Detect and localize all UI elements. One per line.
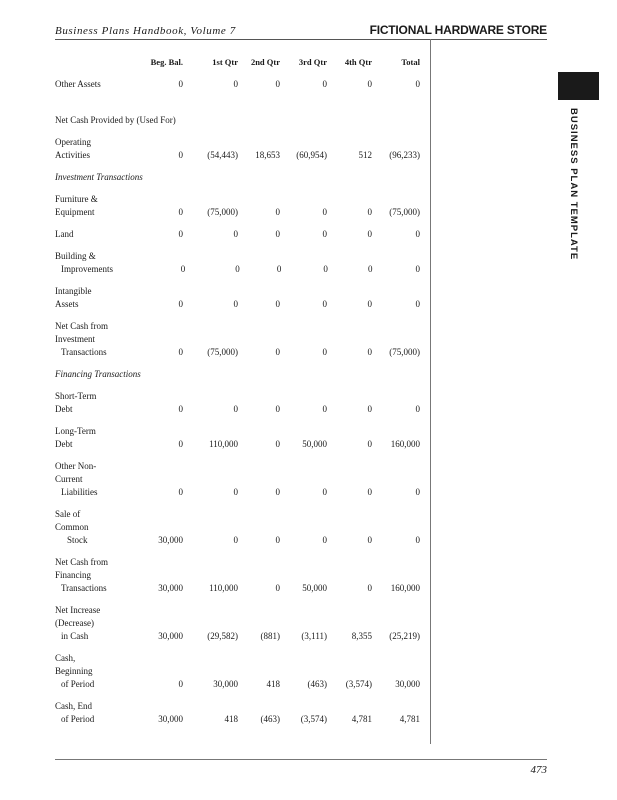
cell: 0 <box>367 535 372 545</box>
cell: 0 <box>322 207 327 217</box>
cell: 0 <box>233 487 238 497</box>
table-row <box>55 700 420 726</box>
cell: 50,000 <box>302 439 327 449</box>
cell: 4,781 <box>399 714 420 724</box>
row-label: Financing Transactions <box>55 369 141 379</box>
cell: 0 <box>367 347 372 357</box>
row-label-line: Cash, End <box>55 701 92 711</box>
row-label-line: Net Increase (Decrease) <box>55 605 101 628</box>
cell: (3,574) <box>345 679 372 689</box>
cell: 0 <box>367 299 372 309</box>
table-row <box>55 285 420 311</box>
cell: (463) <box>260 714 280 724</box>
table-row <box>55 78 420 91</box>
cell: 0 <box>367 79 372 89</box>
cell: 0 <box>235 264 240 274</box>
table-row <box>55 136 420 162</box>
cell: 0 <box>367 264 373 274</box>
header-rule <box>55 39 547 40</box>
cell: 0 <box>367 583 372 593</box>
cell: 18,653 <box>255 150 280 160</box>
row-label: Operating Activities <box>55 137 91 160</box>
col-header: 1st Qtr <box>212 57 238 67</box>
cell: 0 <box>178 487 183 497</box>
cell: 0 <box>178 207 183 217</box>
row-label <box>55 652 110 691</box>
cell: 4,781 <box>351 714 372 724</box>
row-label <box>55 460 110 499</box>
row-label-line: Cash, Beginning <box>55 653 93 676</box>
cell: 0 <box>367 439 372 449</box>
table-row <box>55 556 420 595</box>
cell: 0 <box>178 299 183 309</box>
row-label-line: of Period <box>61 679 95 689</box>
cell: (29,582) <box>207 631 238 641</box>
cell: (3,574) <box>300 714 327 724</box>
cell: 0 <box>323 264 328 274</box>
cell: 50,000 <box>302 583 327 593</box>
row-label-line: Stock <box>67 535 88 545</box>
cell: (463) <box>307 679 327 689</box>
cell: 418 <box>266 679 280 689</box>
row-label: Other Assets <box>55 79 101 89</box>
table-row <box>55 508 420 547</box>
column-divider <box>430 39 431 744</box>
cell: 30,000 <box>395 679 420 689</box>
cell: 0 <box>367 404 372 414</box>
cell: 512 <box>358 150 372 160</box>
row-label-line: Net Cash from Financing <box>55 557 108 580</box>
cell: 0 <box>178 150 183 160</box>
cell: 0 <box>178 404 183 414</box>
row-label: Short-Term Debt <box>55 391 97 414</box>
cell: 0 <box>275 79 280 89</box>
row-label-line: Net Cash from Investment <box>55 321 108 344</box>
row-label-line: Transactions <box>61 347 107 357</box>
cell: 0 <box>180 264 186 274</box>
cell: 0 <box>275 583 280 593</box>
cell: 30,000 <box>158 631 183 641</box>
row-label-line: Other Non-Current <box>55 461 97 484</box>
cell: (60,954) <box>296 150 327 160</box>
cell: 110,000 <box>209 439 238 449</box>
cell: 110,000 <box>209 583 238 593</box>
table-row <box>55 228 420 241</box>
cell: (75,000) <box>207 347 238 357</box>
row-label-line: Transactions <box>61 583 107 593</box>
cell: 0 <box>275 404 280 414</box>
col-header: Beg. Bal. <box>150 57 183 67</box>
row-label-line: of Period <box>61 714 95 724</box>
cell: 0 <box>367 229 372 239</box>
cell: (54,443) <box>207 150 238 160</box>
cell: 0 <box>178 347 183 357</box>
cell: 0 <box>275 439 280 449</box>
cell: 0 <box>275 207 280 217</box>
cell: 0 <box>322 347 327 357</box>
row-label-line: Sale of Common <box>55 509 89 532</box>
cell: 0 <box>233 535 238 545</box>
cell: 0 <box>415 535 420 545</box>
side-tab-label: BUSINESS PLAN TEMPLATE <box>568 108 579 261</box>
row-label <box>55 508 110 547</box>
cell: 0 <box>367 207 372 217</box>
cell: 0 <box>275 229 280 239</box>
footer-rule <box>55 759 547 760</box>
cell: 0 <box>415 487 420 497</box>
section-tab-marker <box>558 72 599 100</box>
cell: 0 <box>322 299 327 309</box>
cell: (881) <box>260 631 280 641</box>
cell: (75,000) <box>207 207 238 217</box>
cell: 0 <box>233 299 238 309</box>
row-label <box>55 700 110 726</box>
row-label: Investment Transactions <box>55 172 143 182</box>
table-row <box>55 652 420 691</box>
cell: 0 <box>178 439 183 449</box>
cell: 0 <box>415 229 420 239</box>
row-label: Net Cash Provided by (Used For) <box>55 115 176 125</box>
cell: (3,111) <box>301 631 327 641</box>
cell: 0 <box>415 299 420 309</box>
table-row <box>55 320 420 359</box>
row-label-line: Improvements <box>61 264 113 274</box>
row-label: Intangible Assets <box>55 286 92 309</box>
section-heading <box>55 368 420 381</box>
table-row <box>55 250 420 276</box>
cell: 0 <box>322 487 327 497</box>
col-header: Total <box>401 57 420 67</box>
section-heading <box>55 114 420 127</box>
cell: 30,000 <box>158 714 183 724</box>
row-label: Land <box>55 229 74 239</box>
cell: 0 <box>322 229 327 239</box>
row-label-line: Liabilities <box>61 487 98 497</box>
cell: 30,000 <box>158 535 183 545</box>
cell: 0 <box>275 347 280 357</box>
cell: 160,000 <box>390 583 420 593</box>
row-label: Furniture & Equipment <box>55 194 98 217</box>
cell: 0 <box>275 535 280 545</box>
cell: 8,355 <box>351 631 372 641</box>
row-label-line: in Cash <box>61 631 89 641</box>
col-header: 3rd Qtr <box>298 57 327 67</box>
book-title: Business Plans Handbook, Volume 7 <box>55 25 236 37</box>
row-label <box>55 320 110 359</box>
section-heading <box>55 171 420 184</box>
cell: 0 <box>322 535 327 545</box>
cell: (96,233) <box>389 150 420 160</box>
cell: 0 <box>233 79 238 89</box>
cell: (75,000) <box>389 207 420 217</box>
cell: 0 <box>178 229 183 239</box>
cell: 0 <box>233 404 238 414</box>
cell: 0 <box>276 264 282 274</box>
company-title: FICTIONAL HARDWARE STORE <box>369 23 547 37</box>
row-label: Long-Term Debt <box>55 426 96 449</box>
cell: 0 <box>178 679 183 689</box>
cell: 0 <box>415 264 420 274</box>
table-row <box>55 604 420 643</box>
page-number: 473 <box>530 764 547 776</box>
cell: 0 <box>367 487 372 497</box>
table-row <box>55 193 420 219</box>
col-header: 2nd Qtr <box>250 57 280 67</box>
cell: 30,000 <box>158 583 183 593</box>
row-label <box>55 250 113 276</box>
cell: 0 <box>415 79 420 89</box>
cell: 0 <box>275 299 280 309</box>
row-label-line: Building & <box>55 251 96 261</box>
cell: 0 <box>322 79 327 89</box>
table-row <box>55 390 420 416</box>
table-header-row <box>55 56 420 69</box>
table-row <box>55 425 420 451</box>
cell: 0 <box>178 79 183 89</box>
cell: (25,219) <box>389 631 420 641</box>
cash-flow-table <box>55 56 420 726</box>
cell: 418 <box>224 714 238 724</box>
cell: 0 <box>275 487 280 497</box>
cell: 0 <box>415 404 420 414</box>
row-label <box>55 556 110 595</box>
cell: 160,000 <box>390 439 420 449</box>
cell: 0 <box>322 404 327 414</box>
table-row <box>55 460 420 499</box>
cell: 0 <box>233 229 238 239</box>
cell: 30,000 <box>213 679 238 689</box>
cell: (75,000) <box>389 347 420 357</box>
col-header: 4th Qtr <box>344 57 372 67</box>
row-label <box>55 604 110 643</box>
